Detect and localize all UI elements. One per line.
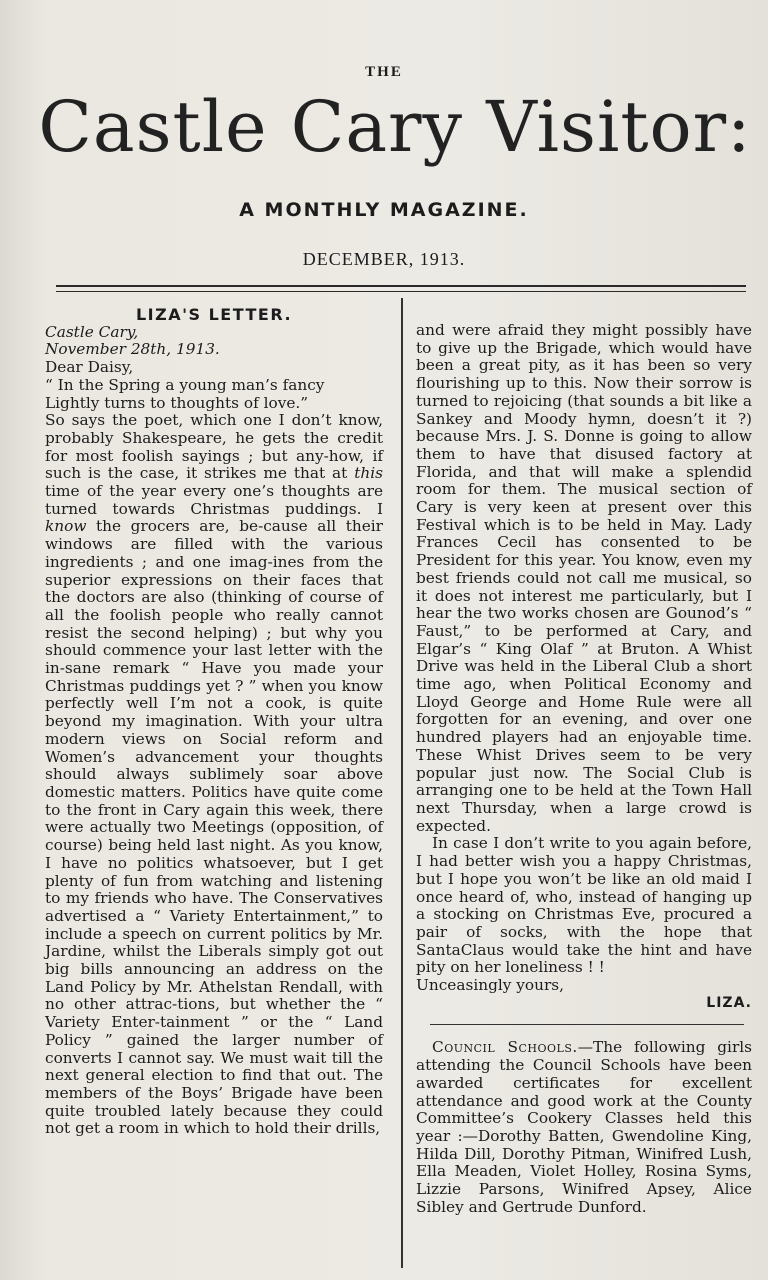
header-rule-thick — [56, 285, 746, 287]
left-column — [45, 306, 383, 1138]
section-rule — [430, 1024, 744, 1025]
emphasis-know: know — [45, 517, 87, 536]
letter-place: Castle Cary, — [45, 322, 139, 341]
notice-text: —The following girls attending the Council Schools have been awarded certificates for excellent attendance and good work at the County Committee’s Cookery Classes held this year :—Dorothy Batten, Gwendoline King, Hilda Dill, Dorothy Pitman, Winifred Lush, Ella Meaden, Violet Holley, Rosina Syms, Lizzie Parsons, Winifred Apsey, Alice Sibley and Gertrude Dunford. — [416, 1038, 752, 1216]
letter-date: November 28th, 1913. — [45, 340, 220, 359]
column-divider — [401, 298, 403, 1268]
body-text: time of the year every one’s thoughts are turned towards Christmas puddings. I — [45, 482, 383, 518]
letter-body-closing-paragraph: In case I don’t write to you again before, I had better wish you a happy Christmas, but I hope you won’t be like an old maid I once heard of, who, instead of hanging up a stocking on Christmas Eve, procured a pair of socks, with the hope that SantaClaus would take the hint and have pity on her loneliness ! ! — [416, 834, 752, 977]
masthead-title: Castle Cary Visitor: — [38, 86, 752, 168]
header-rule-thin — [56, 291, 746, 292]
verse-line-2: Lightly turns to thoughts of love.” — [45, 393, 309, 412]
letter-body-right: and were afraid they might possibly have to give up the Brigade, which would have been a great pity, as it has been so very flourishing up to this. Now their sorrow is turned to rejoicing (that sounds a bit like a Sankey and Moody hymn, doesn’t it ?) because Mrs. J. S. Donne is going to allow them to have that disused factory at Florida, and that will make a splendid room for them. The musical section of Cary is very keen at present over this Festival which is to be held in May. Lady Frances Cecil has consented to be President for this year. You know, even my best friends could not call me musical, so it does not interest me particularly, but I hear the two works chosen are Gounod’s “ Faust,” to be performed at Cary, and Elgar’s “ King Olaf ” at Bruton. A Whist Drive was held in the Liberal Club a short time ago, when Political Economy and Lloyd George and Home Rule were all forgotten for an evening, and over one hundred players had an enjoyable time. These Whist Drives seem to be very popular just now. The Social Club is arranging one to be held at the Town Hall next Thursday, when a large crowd is expected. — [416, 321, 752, 835]
verse-line-1: “ In the Spring a young man’s fancy — [45, 375, 325, 394]
letter-salutation: Dear Daisy, — [45, 358, 134, 377]
body-text: the grocers are, be-cause all their windows are filled with the various ingredients ; and one imag-ines from the superior expressions on their faces that the doctors are also (thinking of course of all the foolish people who really cannot resist the second helping) ; but why you should commence your last letter with the in-sane remark “ Have you made your Christmas puddings yet ? ” when you know perfectly well I’m not a cook, is quite beyond my imagination. With your ultra modern views on Social reform and Women’s advancement your thoughts should always sublimely soar above domestic matters. Politics have quite come to the front in Cary again this week, there were actually two Meetings (opposition, of course) being held last night. As you know, I have no politics whatsoever, but I get plenty of fun from watching and listening to my friends who have. The Conservatives advertised a “ Variety Entertainment,” to include a speech on current politics by Mr. Jardine, whilst the Liberals simply got out big bills announcing an address on the Land Policy by Mr. Athelstan Rendall, with no other attrac-tions, but whether the “ Variety Enter-tainment ” or the “ Land Policy ” gained the larger number of converts I cannot say. We must wait till the next general election to find that out. The members of the Boys’ Brigade have been quite troubled lately because they could not get a room in which to hold their drills, — [45, 517, 383, 1138]
letter-body-left — [45, 412, 383, 1138]
letter-closing: Unceasingly yours, — [416, 976, 564, 995]
right-column — [416, 322, 752, 1216]
notice-label: Council Schools. — [432, 1038, 578, 1057]
council-schools-notice — [416, 1039, 752, 1216]
masthead-subtitle: A MONTHLY MAGAZINE. — [239, 199, 529, 221]
masthead-the: THE — [365, 64, 403, 80]
letter-signature: LIZA. — [706, 994, 752, 1011]
article-heading: LIZA'S LETTER. — [135, 305, 293, 324]
body-text: So says the poet, which one I don’t know, probably Shakespeare, he gets the credit for most foolish sayings ; but any-how, if such is the case, it strikes me that at — [45, 411, 383, 483]
emphasis-this: this — [354, 464, 383, 483]
issue-date: DECEMBER, 1913. — [302, 249, 466, 269]
